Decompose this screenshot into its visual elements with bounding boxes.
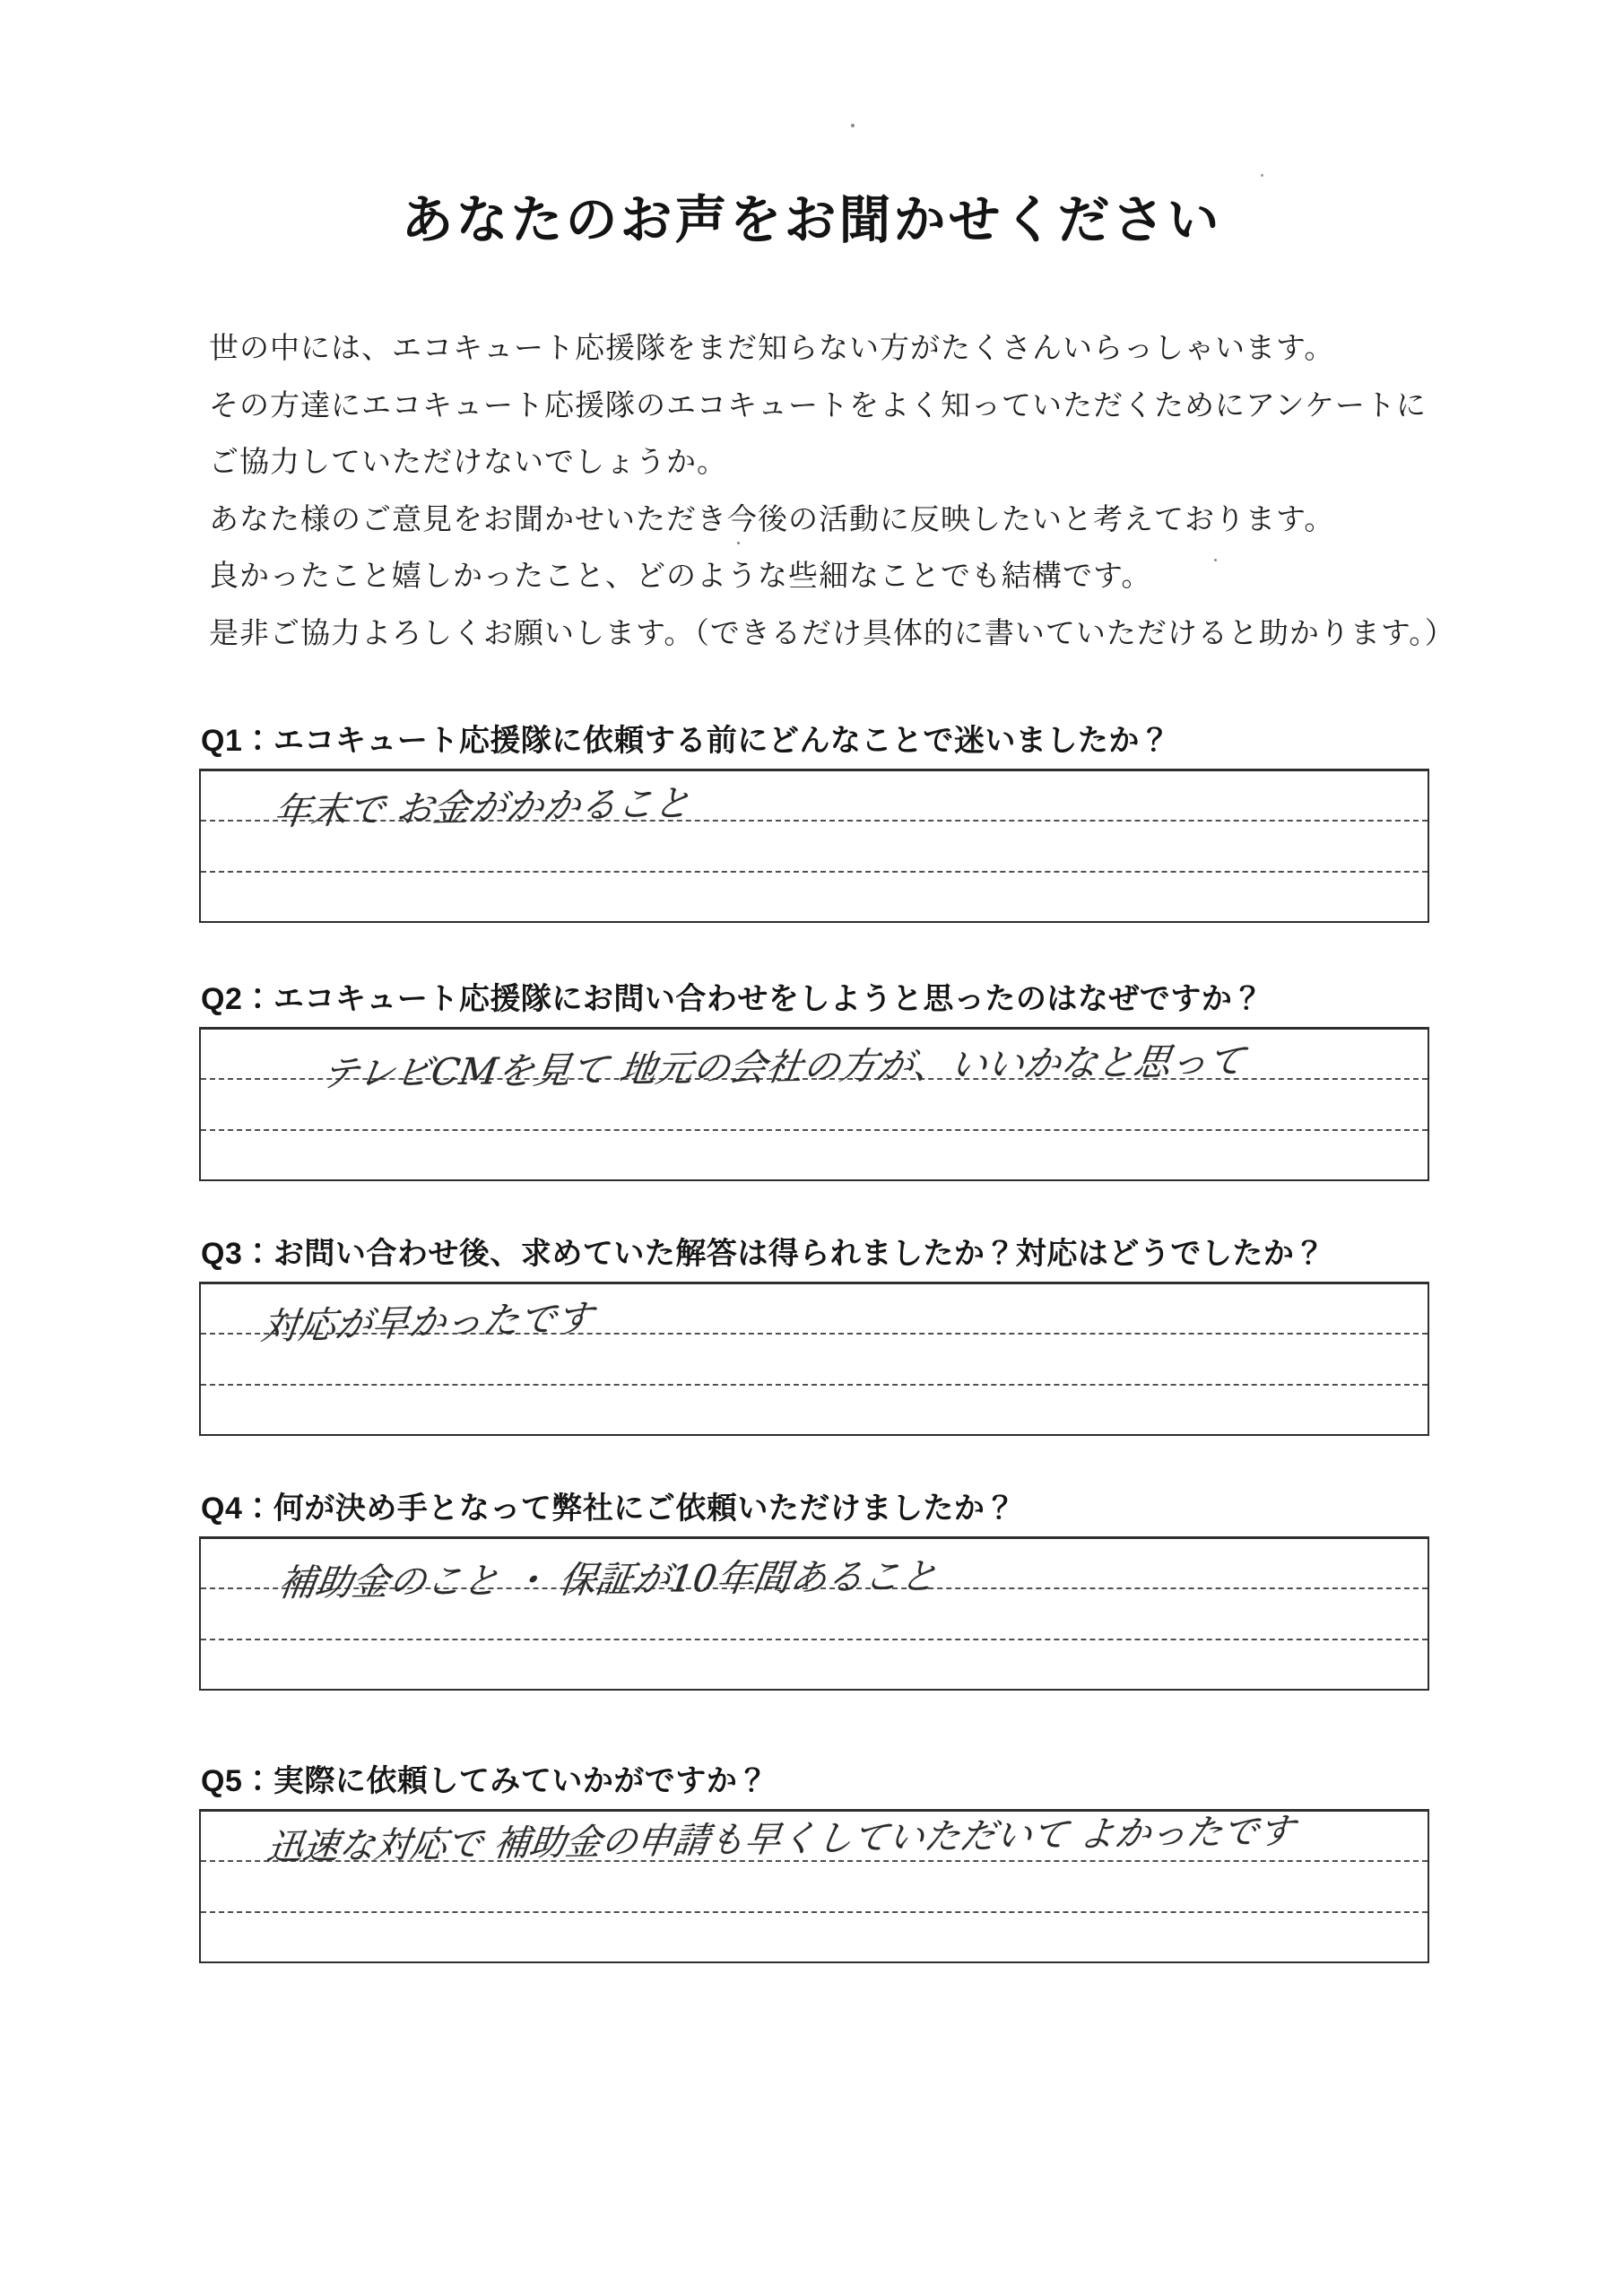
scan-speck — [737, 542, 740, 544]
answer-ruled-line — [201, 1386, 1428, 1434]
answer-box-q1 — [199, 769, 1429, 923]
question-block-q1 — [199, 716, 1429, 923]
answer-ruled-line — [201, 1131, 1428, 1179]
question-block-q3 — [199, 1229, 1429, 1436]
question-block-q2 — [199, 974, 1429, 1181]
intro-line: 世の中には、エコキュート応援隊をまだ知らない方がたくさんいらっしゃいます。 — [209, 331, 1335, 364]
answer-ruled-line — [201, 1640, 1428, 1689]
intro-paragraph — [209, 319, 1482, 661]
intro-line: 良かったこと嬉しかったこと、どのような些細なことでも結構です。 — [209, 559, 1152, 592]
answer-box-q2 — [199, 1027, 1429, 1181]
document-title: あなたのお声をお聞かせください — [401, 191, 1222, 249]
answer-ruled-line — [201, 873, 1428, 921]
question-label-q2: Q2：エコキュート応援隊にお問い合わせをしようと思ったのはなぜですか？ — [201, 982, 1263, 1016]
scan-speck — [851, 124, 855, 127]
scan-speck — [1261, 174, 1263, 177]
question-label-q4: Q4：何が決め手となって弊社にご依頼いただけましたか？ — [201, 1492, 1016, 1526]
question-label-q1: Q1：エコキュート応援隊に依頼する前にどんなことで迷いましたか？ — [201, 724, 1171, 758]
answer-box-q3 — [199, 1282, 1429, 1436]
question-label-q5: Q5：実際に依頼してみていかがですか？ — [201, 1764, 768, 1798]
scan-speck — [1214, 559, 1217, 561]
answer-ruled-line — [201, 1913, 1428, 1961]
question-block-q4 — [199, 1483, 1429, 1691]
question-block-q5 — [199, 1756, 1429, 1963]
intro-line: ご協力していただけないでしょうか。 — [209, 445, 727, 478]
question-label-q3: Q3：お問い合わせ後、求めていた解答は得られましたか？対応はどうでしたか？ — [201, 1237, 1325, 1271]
handwritten-answer-q5: 迅速な対応で 補助金の申請も早くしていただいて よかったです — [265, 1811, 1298, 1869]
handwritten-answer-q1: 年末で お金がかかること — [272, 781, 693, 834]
handwritten-answer-q4: 補助金のこと ・ 保証が10年間あること — [275, 1554, 941, 1605]
intro-line: あなた様のご意見をお聞かせいただき今後の活動に反映したいと考えております。 — [209, 501, 1335, 535]
handwritten-answer-q3: 対応が早かったです — [259, 1296, 595, 1349]
answer-box-q5 — [199, 1809, 1429, 1963]
handwritten-answer-q2: テレビCMを見て 地元の会社の方が、いいかなと思って — [318, 1039, 1248, 1096]
intro-line: 是非ご協力よろしくお願いします。（できるだけ具体的に書いていただけると助かります。） — [209, 615, 1455, 649]
answer-box-q4 — [199, 1536, 1429, 1691]
answer-ruled-line — [201, 1862, 1428, 1912]
intro-line: その方達にエコキュート応援隊のエコキュートをよく知っていただくためにアンケートに — [209, 387, 1428, 422]
